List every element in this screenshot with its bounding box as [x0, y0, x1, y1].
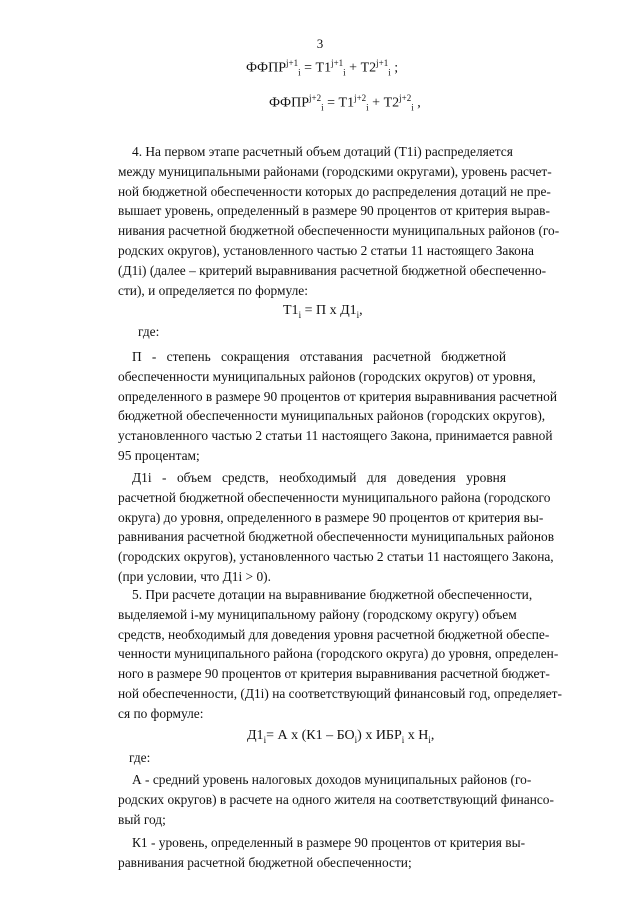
text-line: ченности муниципального района (городского округа) до уровня, определен-	[118, 646, 559, 662]
formula-term: = А х (К1 – БО	[266, 728, 355, 743]
formula-sub: i	[354, 734, 358, 745]
formula-term: ФФПР	[269, 95, 310, 111]
text-line: обеспеченности муниципальных районов (городских округов) от уровня,	[118, 368, 536, 384]
text-line: определенного в размере 90 процентов от критерия выравнивания расчетной	[118, 388, 558, 404]
text-line: расчетной бюджетной обеспеченности муниципального района (городского	[118, 489, 551, 505]
text-line: вый год;	[118, 811, 166, 827]
formula-sup: j+1	[331, 58, 344, 68]
formula-term: + Т2	[345, 60, 377, 76]
formula-term: ,	[430, 728, 435, 743]
text-line: между муниципальными районами (городскими округами), уровень расчет-	[118, 163, 552, 179]
definition-p	[118, 347, 558, 466]
formula-sub: i	[366, 102, 369, 113]
formula-term: ,	[359, 303, 363, 318]
formula-term: = П х Д1	[301, 303, 357, 318]
text-line: К1 - уровень, определенный в размере 90 процентов от критерия вы-	[132, 835, 526, 850]
text-line: 5. При расчете дотации на выравнивание бюджетной обеспеченности,	[132, 587, 533, 602]
where-label: где:	[129, 750, 151, 765]
paragraph-5	[118, 585, 562, 724]
text-line: (при условии, что Д1i > 0).	[118, 568, 271, 584]
formula-sub: i	[428, 734, 431, 745]
text-line: выделяемой i-му муниципальному району (городскому округу) объем	[118, 606, 517, 622]
text-line: сти), и определяется по формуле:	[118, 282, 308, 298]
formula-sub: i	[401, 734, 405, 745]
formula-term: = Т1	[323, 95, 355, 111]
text-line: (Д1i) (далее – критерий выравнивания расчетной бюджетной обеспеченно-	[118, 262, 547, 278]
formula-sub: i	[298, 67, 301, 78]
text-line: родских округов), установленного частью 2 статьи 11 настоящего Закона	[118, 242, 534, 258]
formula-ffpr-j2	[269, 93, 421, 112]
definition-a	[118, 770, 554, 829]
where-label: где:	[138, 324, 160, 339]
text-line: П - степень сокращения отставания расчетной бюджетной	[132, 349, 506, 364]
formula-sub: i	[343, 67, 346, 78]
text-line: 4. На первом этапе расчетный объем дотаций (Т1i) распределяется	[132, 144, 513, 159]
text-line: нивания расчетной бюджетной обеспеченности муниципальных районов (го-	[118, 223, 560, 239]
text-line: бюджетной обеспеченности муниципальных районов (городских округов),	[118, 408, 546, 424]
text-line: вышает уровень, определенный в размере 90 процентов от критерия вырав-	[118, 203, 550, 219]
formula-term: = Т1	[300, 60, 332, 76]
formula-term: х Н	[404, 728, 429, 743]
formula-term: ,	[413, 95, 421, 111]
text-line: округа) до уровня, определенного в размере 90 процентов от критерия вы-	[118, 509, 544, 525]
text-line: (городских округов), установленного частью 2 статьи 11 настоящего Закона,	[118, 549, 554, 565]
formula-term: ФФПР	[246, 60, 287, 76]
text-line: установленного частью 2 статьи 11 настоящего Закона, принимается равной	[118, 428, 553, 444]
formula-term: + Т2	[368, 95, 400, 111]
definition-k1	[118, 833, 526, 873]
formula-sub: i	[388, 67, 391, 78]
text-line: 95 процентам;	[118, 447, 200, 463]
formula-sup: j+2	[399, 93, 412, 103]
formula-d1	[247, 728, 434, 745]
formula-term: ) х ИБР	[357, 728, 402, 743]
formula-sup: j+1	[376, 58, 389, 68]
formula-sub: i	[411, 102, 414, 113]
formula-t1	[283, 303, 363, 320]
text-line: ной обеспеченности, (Д1i) на соответствующий финансовый год, определяет-	[118, 685, 562, 701]
formula-sub: i	[356, 309, 360, 320]
text-line: ся по формуле:	[118, 705, 204, 721]
text-line: ной бюджетной обеспеченности которых до распределения дотаций не пре-	[118, 183, 551, 199]
formula-sub: i	[298, 309, 302, 320]
formula-ffpr-j1	[246, 58, 398, 77]
formula-sup: j+1	[286, 58, 299, 68]
formula-term: ;	[390, 60, 399, 76]
formula-term: Т1	[283, 303, 299, 318]
text-line: равнивания расчетной бюджетной обеспеченности;	[118, 854, 412, 870]
text-line: ного в размере 90 процентов от критерия выравнивания расчетной бюджет-	[118, 666, 550, 682]
text-line: Д1i - объем средств, необходимый для доведения уровня	[132, 470, 506, 485]
paragraph-4	[118, 142, 560, 300]
formula-sup: j+2	[354, 93, 367, 103]
formula-sub: i	[321, 102, 324, 113]
formula-sub: i	[263, 734, 267, 745]
text-line: средств, необходимый для доведения уровня расчетной бюджетной обеспе-	[118, 626, 550, 642]
text-line: А - средний уровень налоговых доходов муниципальных районов (го-	[132, 772, 532, 787]
definition-d1	[118, 468, 555, 587]
page-number: 3	[316, 36, 324, 51]
formula-sup: j+2	[309, 93, 322, 103]
text-line: равнивания расчетной бюджетной обеспеченности муниципальных районов	[118, 529, 555, 545]
formula-term: Д1	[247, 728, 264, 743]
text-line: родских округов) в расчете на одного жителя на соответствующий финансо-	[118, 791, 554, 807]
